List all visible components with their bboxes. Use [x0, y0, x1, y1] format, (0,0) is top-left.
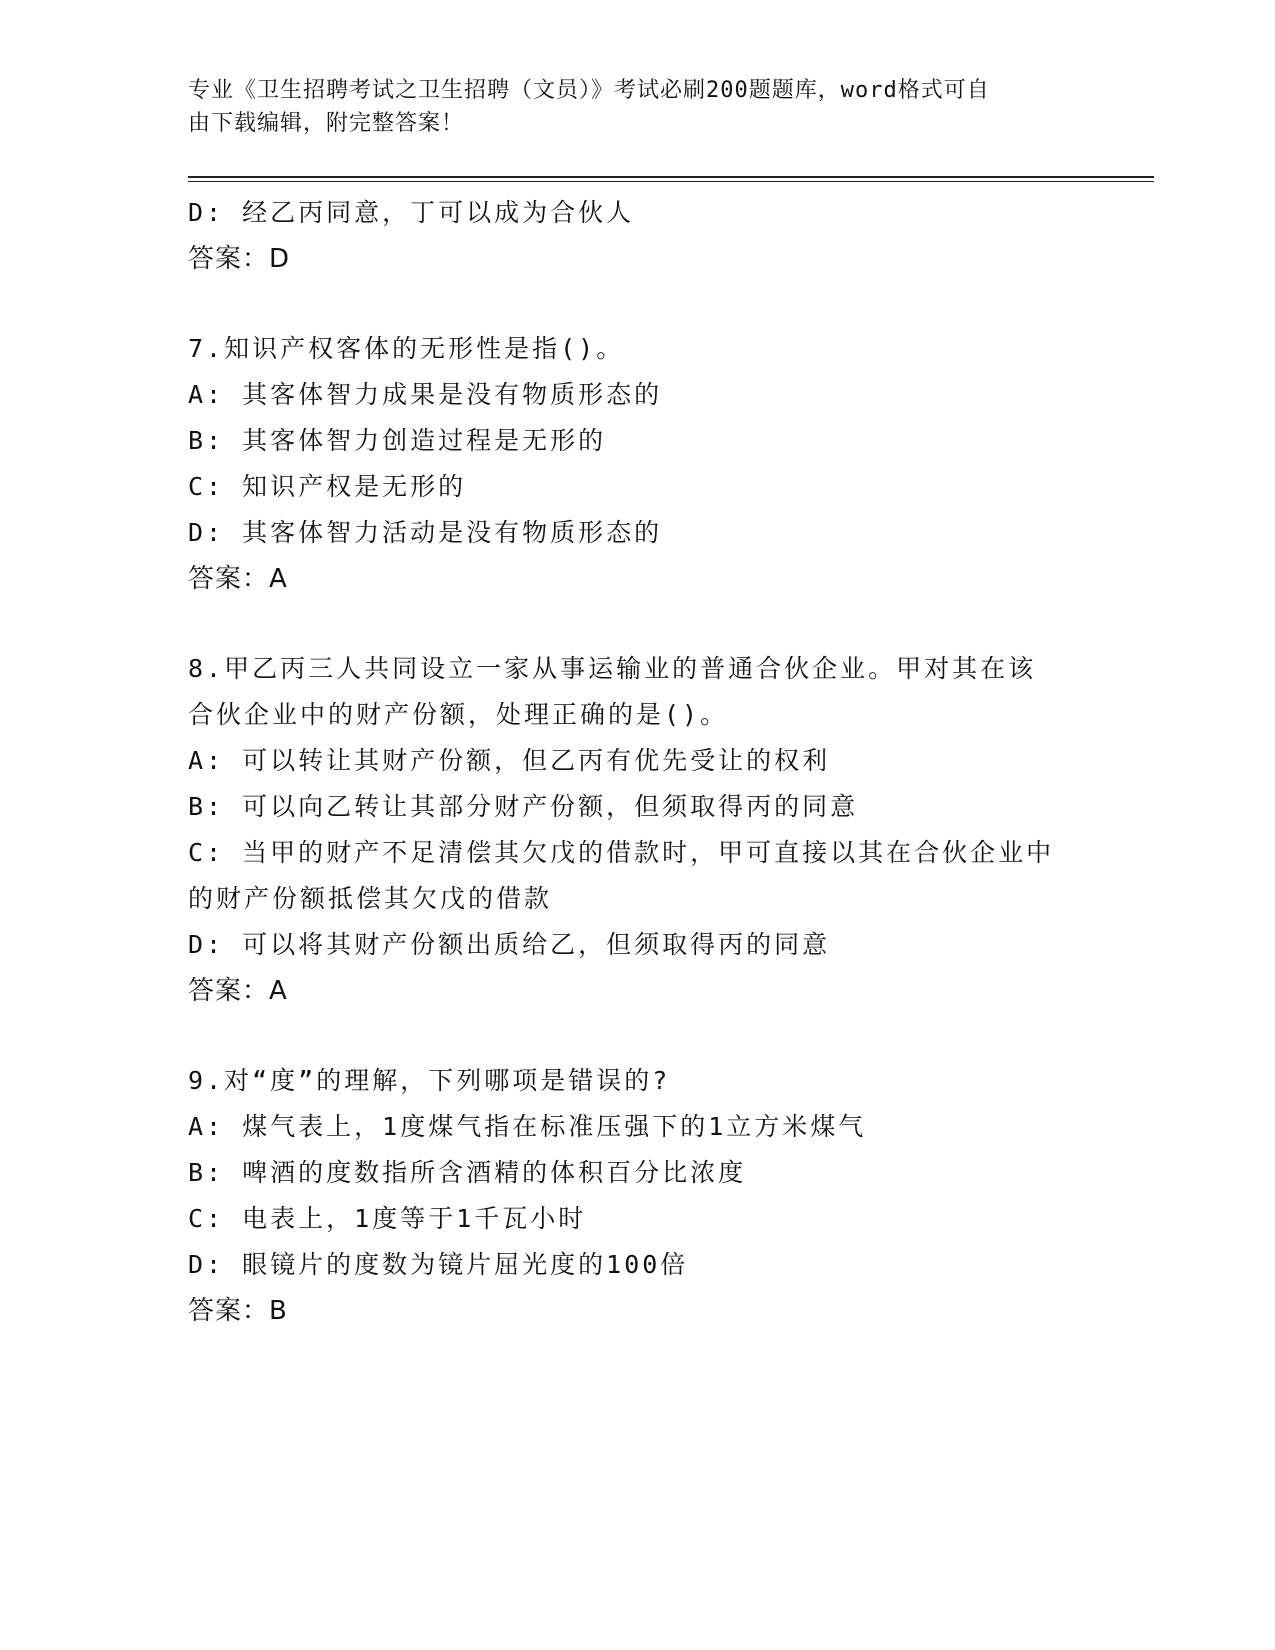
- header-line-2: 由下载编辑，附完整答案！: [188, 111, 465, 136]
- option-a: A: 其客体智力成果是没有物质形态的: [188, 380, 663, 409]
- option-d: D: 眼镜片的度数为镜片屈光度的100倍: [188, 1250, 689, 1279]
- option-c-line-2: 的财产份额抵偿其欠戊的借款: [188, 884, 553, 913]
- question-7: [188, 326, 1088, 602]
- question-stem-line-2: 合伙企业中的财产份额，处理正确的是()。: [188, 700, 729, 729]
- page-header: [188, 74, 1068, 140]
- spacer: [188, 602, 1088, 646]
- question-9: [188, 1058, 1088, 1334]
- answer-line: 答案：B: [188, 1296, 288, 1326]
- question-stem: 9.对“度”的理解，下列哪项是错误的?: [188, 1066, 671, 1095]
- header-divider-thick: [188, 176, 1154, 178]
- prev-question-tail: [188, 190, 1088, 282]
- header-divider-thin: [188, 181, 1154, 182]
- option-c: C: 电表上，1度等于1千瓦小时: [188, 1204, 587, 1233]
- spacer: [188, 1014, 1088, 1058]
- header-line-1: 专业《卫生招聘考试之卫生招聘（文员）》考试必刷200题题库，word格式可自: [188, 78, 990, 103]
- answer-line: 答案：D: [188, 244, 291, 274]
- option-b: B: 啤酒的度数指所含酒精的体积百分比浓度: [188, 1158, 747, 1187]
- option-d: D: 其客体智力活动是没有物质形态的: [188, 518, 663, 547]
- option-d: D: 经乙丙同意，丁可以成为合伙人: [188, 198, 635, 227]
- option-d: D: 可以将其财产份额出质给乙，但须取得丙的同意: [188, 930, 831, 959]
- option-b: B: 可以向乙转让其部分财产份额，但须取得丙的同意: [188, 792, 859, 821]
- answer-line: 答案：A: [188, 564, 288, 594]
- option-c-line-1: C: 当甲的财产不足清偿其欠戊的借款时，甲可直接以其在合伙企业中: [188, 838, 1055, 867]
- answer-line: 答案：A: [188, 976, 288, 1006]
- question-stem-line-1: 8.甲乙丙三人共同设立一家从事运输业的普通合伙企业。甲对其在该: [188, 654, 1037, 683]
- option-a: A: 可以转让其财产份额，但乙丙有优先受让的权利: [188, 746, 831, 775]
- option-b: B: 其客体智力创造过程是无形的: [188, 426, 607, 455]
- option-a: A: 煤气表上，1度煤气指在标准压强下的1立方米煤气: [188, 1112, 867, 1141]
- question-8: [188, 646, 1088, 1014]
- question-stem: 7.知识产权客体的无形性是指()。: [188, 334, 625, 363]
- question-list: [188, 190, 1088, 1334]
- spacer: [188, 282, 1088, 326]
- option-c: C: 知识产权是无形的: [188, 472, 467, 501]
